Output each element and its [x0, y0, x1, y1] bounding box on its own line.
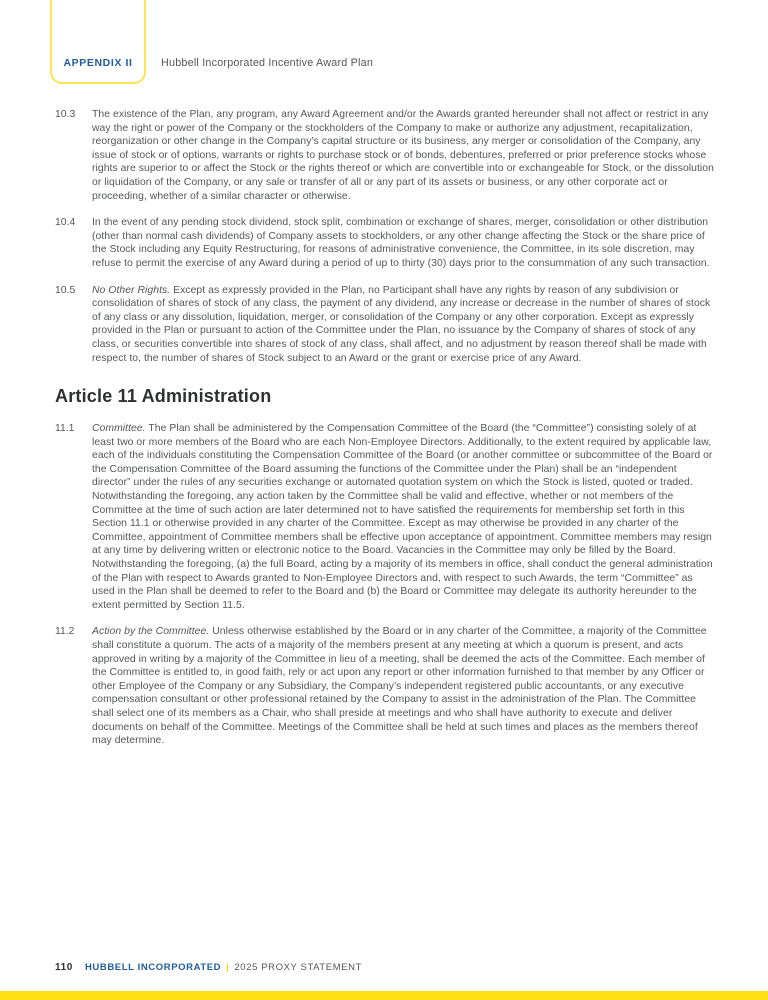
section-number: 11.2 — [55, 626, 75, 638]
section-body: The Plan shall be administered by the Compensation Committee of the Board (the “Committee”) consisting solely of at least two or more members of the Board who are each Non-Employee Directors. Additionally, to the extent required by applicable law, each of the individuals constituting the Compensation Committee of the Board (or another committee or subcommittee of the Board or the Compensation Committee of the Board assuming the functions of the Committee under the Plan) shall be an “independent director” under the rules of any securities exchange or automated quotation system on which the Stock is listed, quoted or traded. Notwithstanding the foregoing, any action taken by the Committee shall be valid and effective, whether or not members of the Committee at the time of such action are later determined not to have satisfied the requirements for membership set forth in this Section 11.1 or otherwise provided in any charter of the Committee. Except as may otherwise be provided in any charter of the Committee, appointment of Committee members shall be effective upon acceptance of appointment. Committee members may resign at any time by delivering written or electronic notice to the Board. Vacancies in the Committee may only be filled by the Board. Notwithstanding the foregoing, (a) the full Board, acting by a majority of its members in office, shall conduct the general administration of the Plan with respect to Awards granted to Non-Employee Directors and, with respect to such Awards, the term “Committee” as used in the Plan shall be deemed to refer to the Board and (b) the Board or Committee may delegate its authority hereunder to the extent permitted by Section 11.5. — [92, 423, 713, 611]
section-body: Except as expressly provided in the Plan, no Participant shall have any rights by reason of any subdivision or consolidation of shares of stock of any class, the payment of any dividend, any increase or decrease in the number of shares of stock of any class or any dissolution, liquidation, merger, or consolidation of the Company or any other corporation. Except as expressly provided in the Plan or pursuant to action of the Committee under the Plan, no issuance by the Company of shares of stock of any class, or securities convertible into shares of stock of any class, shall affect, and no adjustment by reason thereof shall be made with respect to, the number of shares of Stock subject to an Award or the grant or exercise price of any Award. — [92, 284, 711, 364]
section-text — [92, 625, 716, 747]
appendix-badge-label: APPENDIX II — [63, 57, 133, 69]
section-text — [92, 216, 716, 270]
section-10-3 — [55, 108, 716, 203]
section-number: 10.3 — [55, 109, 76, 120]
section-number: 10.4 — [55, 217, 76, 229]
section-text — [92, 422, 716, 612]
section-text — [92, 284, 716, 366]
section-11-2 — [55, 625, 716, 747]
section-number: 10.5 — [55, 284, 76, 296]
section-11-1 — [55, 422, 716, 612]
page-number: 110 — [55, 962, 73, 973]
section-body: The existence of the Plan, any program, any Award Agreement and/or the Awards granted hereunder shall not affect or restrict in any way the right or power of the Company or the stockholders of the Company to make or authorize any adjustment, recapitalization, reorganization or other change in the Company’s capital structure or its business, any merger or consolidation of the Company, any issue of stock or of options, warrants or rights to purchase stock or of bonds, debentures, preferred or prior preference stocks whose rights are superior to or affect the Stock or the rights thereof or which are convertible into or exchangeable for Stock, or the dissolution or liquidation of the Company, or any sale or transfer of all or any part of its assets or business, or any other corporate act or proceeding, whether of a similar character or otherwise. — [92, 109, 714, 202]
section-body: Unless otherwise established by the Board or in any charter of the Committee, a majority of the Committee shall constitute a quorum. The acts of a majority of the members present at any meeting at which a quorum is present, and acts approved in writing by a majority of the Committee in lieu of a meeting, shall be deemed the acts of the Committee. Each member of the Committee is entitled to, in good faith, rely or act upon any report or other information furnished to that member by any Officer or other Employee of the Company or any Subsidiary, the Company’s independent registered public accountants, or any executive compensation consultant or other professional retained by the Company to assist in the administration of the Plan. The Committee shall select one of its members as a Chair, who shall preside at meetings and who shall have authority to execute and deliver documents on behalf of the Committee. Meetings of the Committee shall be held at such times and places as the members thereof may determine. — [92, 626, 707, 747]
appendix-badge — [50, 0, 146, 84]
section-number: 11.1 — [55, 423, 75, 435]
section-lead: No Other Rights. — [92, 284, 171, 296]
header-title: Hubbell Incorporated Incentive Award Plan — [161, 57, 374, 69]
section-text — [92, 108, 716, 203]
section-lead: Action by the Committee. — [92, 626, 210, 638]
section-10-4 — [55, 216, 716, 270]
section-10-5 — [55, 284, 716, 366]
section-body: In the event of any pending stock dividend, stock split, combination or exchange of shares, merger, consolidation or other distribution (other than normal cash dividends) of Company assets to stockholders, or any other change affecting the Stock or the share price of the Stock including any Equity Restructuring, for reasons of administrative convenience, the Committee, in its sole discretion, may refuse to permit the exercise of any Award during a period of up to thirty (30) days prior to the consummation of any such transaction. — [92, 217, 710, 269]
section-lead: Committee. — [92, 423, 146, 435]
footer-document-title: 2025 PROXY STATEMENT — [234, 962, 363, 973]
footer-company-name: HUBBELL INCORPORATED — [84, 962, 222, 973]
footer-separator: | — [226, 962, 230, 973]
bottom-accent-bar — [0, 991, 768, 1000]
document-content — [55, 108, 716, 761]
page-footer — [55, 962, 362, 973]
article-11-heading: Article 11 Administration — [55, 386, 272, 407]
